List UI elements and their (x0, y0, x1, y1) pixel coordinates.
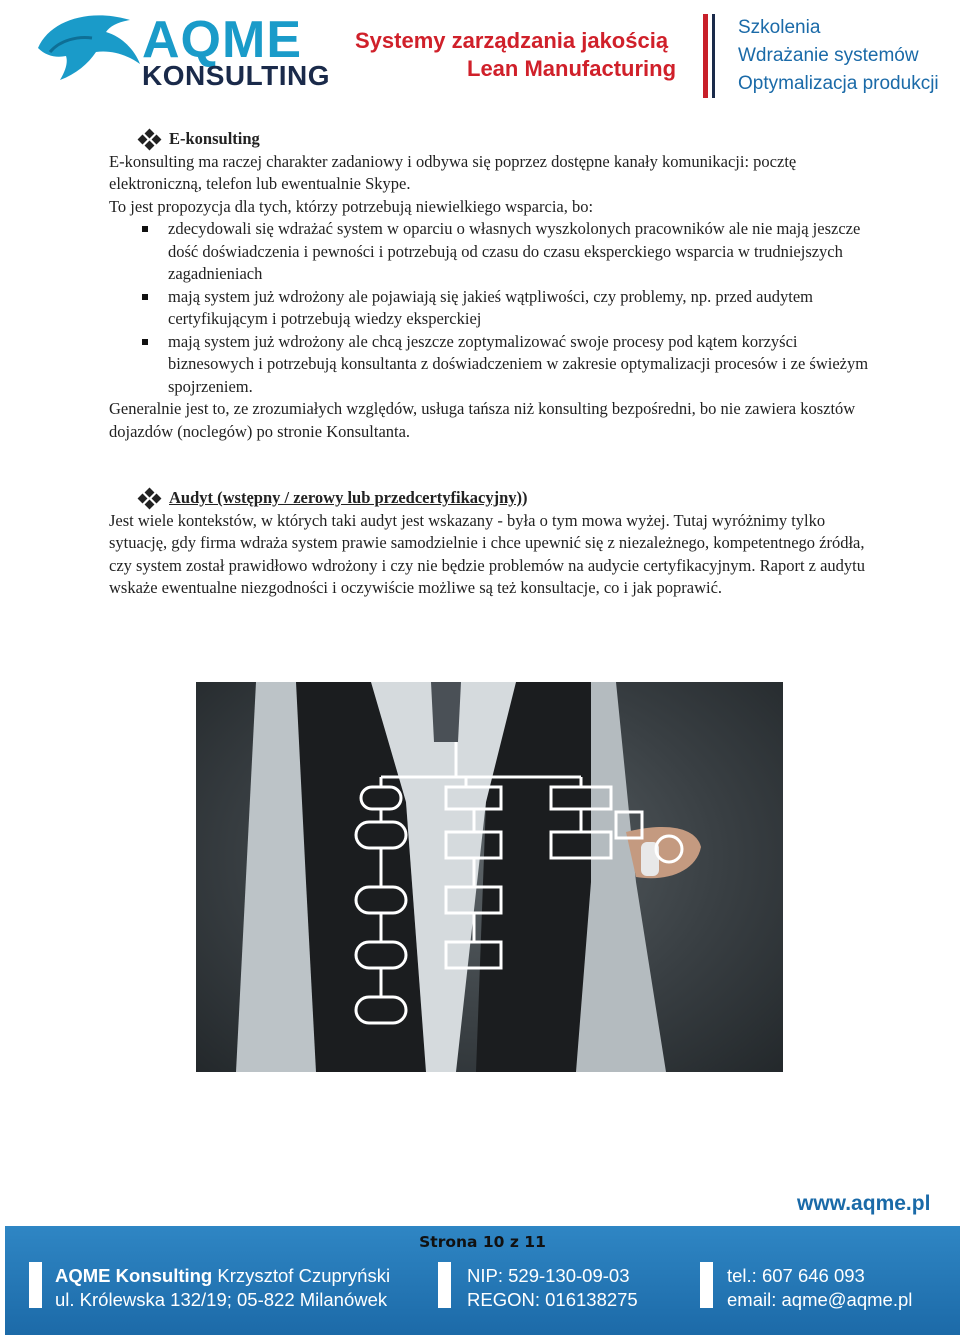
website-link[interactable]: www.aqme.pl (797, 1192, 931, 1215)
paragraph: To jest propozycja dla tych, którzy potrzebują niewielkiego wsparcia, bo: (109, 196, 594, 216)
footer-email[interactable]: email: aqme@aqme.pl (727, 1289, 913, 1310)
service-implementation: Wdrażanie systemów (738, 45, 919, 66)
company-logo (30, 8, 330, 93)
document-body (109, 128, 869, 600)
footer-divider (438, 1262, 451, 1308)
page-footer (5, 1226, 960, 1335)
service-optimization: Optymalizacja produkcji (738, 73, 939, 94)
list-item: mają system już wdrożony ale pojawiają się jakieś wątpliwości, czy problemy, np. przed audytem certyfikującym i potrzebują wiedzy eksperckiej (109, 286, 869, 331)
diamond-bullet-icon (139, 130, 161, 148)
header-tagline-quality: Systemy zarządzania jakością (355, 28, 669, 53)
page-number: Strona 10 z 11 (419, 1233, 546, 1251)
logo-text-aqme: AQME (142, 11, 302, 69)
paragraph: Jest wiele kontekstów, w których taki audyt jest wskazany - była o tym mowa wyżej. Tutaj wyróżnimy tylko sytuację, gdy firma wdraża system prawie samodzielnie i chce upewnić się z niezależnego, kompetentnego źródła, czy system został prawidłowo wdrożony i czy nie będzie problemów na audycie certyfikacyjnym. Raport z audytu wskaże ewentualne niezgodności i oczywiście możliwe są też konsultacje, co i jak poprawić. (109, 510, 866, 597)
list-item: mają system już wdrożony ale chcą jeszcze zoptymalizować swoje procesy pod kątem korzyści biznesowych i potrzebują konsultanta z doświadczeniem w zakresie optymalizacji procesów i ze świeżym spojrzeniem. (109, 331, 869, 399)
businessman-flowchart-photo (196, 682, 783, 1072)
section-title-audyt: Audyt (wstępny / zerowy lub przedcertyfikacyjny) ) (109, 487, 869, 510)
header-divider-dark (712, 14, 715, 98)
service-training: Szkolenia (738, 17, 821, 38)
logo-text-konsulting: KONSULTING (142, 60, 331, 91)
footer-nip: NIP: 529-130-09-03 (467, 1265, 630, 1286)
dolphin-logo-icon (30, 8, 145, 88)
square-bullet-icon (142, 294, 148, 300)
footer-address: ul. Królewska 132/19; 05-822 Milanówek (55, 1289, 388, 1310)
footer-phone[interactable]: tel.: 607 646 093 (727, 1265, 865, 1286)
footer-divider (29, 1262, 42, 1308)
diamond-bullet-icon (139, 489, 161, 507)
square-bullet-icon (142, 226, 148, 232)
header-divider-red (703, 14, 708, 98)
paragraph: Generalnie jest to, ze zrozumiałych względów, usługa tańsza niż konsulting bezpośredni, bo nie zawiera kosztów dojazdów (noclegów) po stronie Konsultanta. (109, 399, 856, 441)
footer-divider (700, 1262, 713, 1308)
header-tagline-lean: Lean Manufacturing (467, 56, 677, 81)
section-title-ekonsulting: E-konsulting (109, 128, 869, 151)
paragraph: E-konsulting ma raczej charakter zadaniowy i odbywa się poprzez dostępne kanały komunikacji: pocztę elektroniczną, telefon lub ewentualnie Skype. (109, 151, 797, 193)
square-bullet-icon (142, 339, 148, 345)
page-header (0, 0, 960, 105)
footer-company: AQME Konsulting Krzysztof Czupryński (55, 1265, 391, 1286)
footer-regon: REGON: 016138275 (467, 1289, 638, 1310)
bullet-list (109, 218, 869, 398)
list-item: zdecydowali się wdrażać system w oparciu o własnych wyszkolonych pracowników ale nie mają jeszcze dość doświadczenia i pewności i potrzebują od czasu do czasu eksperckiego wsparcia w trudniejszych zagadnieniach (109, 218, 869, 286)
